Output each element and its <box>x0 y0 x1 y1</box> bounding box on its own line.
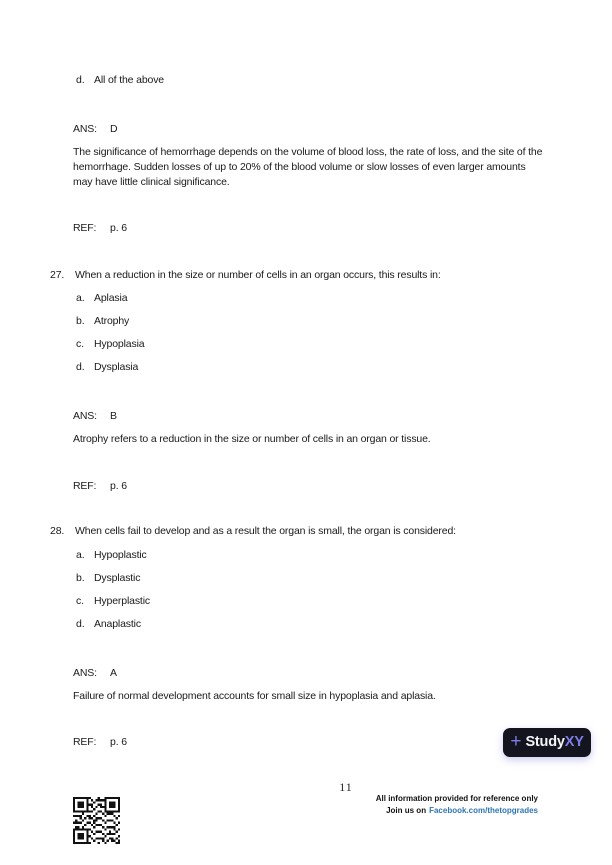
question-27-stem <box>50 268 441 283</box>
question-28-option-a <box>76 548 147 563</box>
question-27-option-b <box>76 314 129 329</box>
option-text: Atrophy <box>94 315 130 327</box>
option-letter: d. <box>76 74 85 86</box>
footer-disclaimer: All information provided for reference only <box>375 794 538 803</box>
question-27-option-d <box>76 360 138 375</box>
ans-value: A <box>110 667 117 679</box>
option-letter: c. <box>76 595 84 607</box>
question-text: When cells fail to develop and as a result the organ is small, the organ is considered: <box>75 525 456 537</box>
question-27-option-c <box>76 337 144 352</box>
option-text: All of the above <box>94 74 164 86</box>
question-text: When a reduction in the size or number of cells in an organ occurs, this results in: <box>75 269 441 281</box>
question-27-ref-row <box>73 479 127 494</box>
brand-accent: XY <box>564 734 584 751</box>
option-text: Dysplasia <box>94 361 139 373</box>
ref-label: REF: <box>73 222 97 234</box>
option-letter: a. <box>76 549 85 561</box>
ref-label: REF: <box>73 480 97 492</box>
option-letter: c. <box>76 338 84 350</box>
question-28-answer-row <box>73 666 117 681</box>
option-letter: b. <box>76 315 85 327</box>
option-text: Dysplastic <box>94 572 141 584</box>
prev-explanation: The significance of hemorrhage depends on the volume of blood loss, the rate of loss, and the site of the hemorrhage. Sudden losses of up to 20% of the blood volume or slow losses of even larger amounts may have little clinical significance. <box>73 146 543 188</box>
question-28-stem <box>50 524 456 539</box>
ans-value: D <box>110 123 118 135</box>
prev-answer-row <box>73 122 117 137</box>
question-number: 28. <box>50 525 65 537</box>
ans-label: ANS: <box>73 123 97 135</box>
option-text: Hypoplasia <box>94 338 145 350</box>
plus-icon: + <box>510 731 522 752</box>
option-text: Anaplastic <box>94 618 141 630</box>
ref-value: p. 6 <box>110 480 127 492</box>
ref-label: REF: <box>73 736 97 748</box>
option-letter: d. <box>76 618 85 630</box>
question-28-option-d <box>76 617 141 632</box>
ans-value: B <box>110 410 117 422</box>
facebook-link[interactable]: Facebook.com/thetopgrades <box>429 805 538 815</box>
studyxy-logo <box>503 728 591 757</box>
question-28-option-c <box>76 594 150 609</box>
option-letter: b. <box>76 572 85 584</box>
brand-wordmark <box>525 735 583 750</box>
question-number: 27. <box>50 269 65 281</box>
option-text: Hypoplastic <box>94 549 147 561</box>
page-number: 11 <box>339 780 353 794</box>
option-text: Aplasia <box>94 292 128 304</box>
prev-ref-row <box>73 221 127 236</box>
footer <box>376 793 538 816</box>
prev-option-d-row <box>76 73 164 88</box>
ref-value: p. 6 <box>110 222 127 234</box>
brand-primary: Study <box>525 734 565 751</box>
ans-label: ANS: <box>73 410 97 422</box>
qr-code-image <box>73 797 120 844</box>
question-27-answer-row <box>73 409 117 424</box>
option-letter: d. <box>76 361 85 373</box>
question-27-option-a <box>76 291 127 306</box>
option-text: Hyperplastic <box>94 595 150 607</box>
footer-join-line <box>376 805 538 817</box>
ref-value: p. 6 <box>110 736 127 748</box>
footer-join-prefix: Join us on <box>386 805 427 815</box>
question-28-option-b <box>76 571 140 586</box>
question-27-explanation: Atrophy refers to a reduction in the size or number of cells in an organ or tissue. <box>73 433 431 445</box>
ans-label: ANS: <box>73 667 97 679</box>
question-28-ref-row <box>73 735 127 750</box>
question-28-explanation: Failure of normal development accounts for small size in hypoplasia and aplasia. <box>73 690 436 702</box>
qr-code <box>73 797 120 844</box>
option-letter: a. <box>76 292 85 304</box>
